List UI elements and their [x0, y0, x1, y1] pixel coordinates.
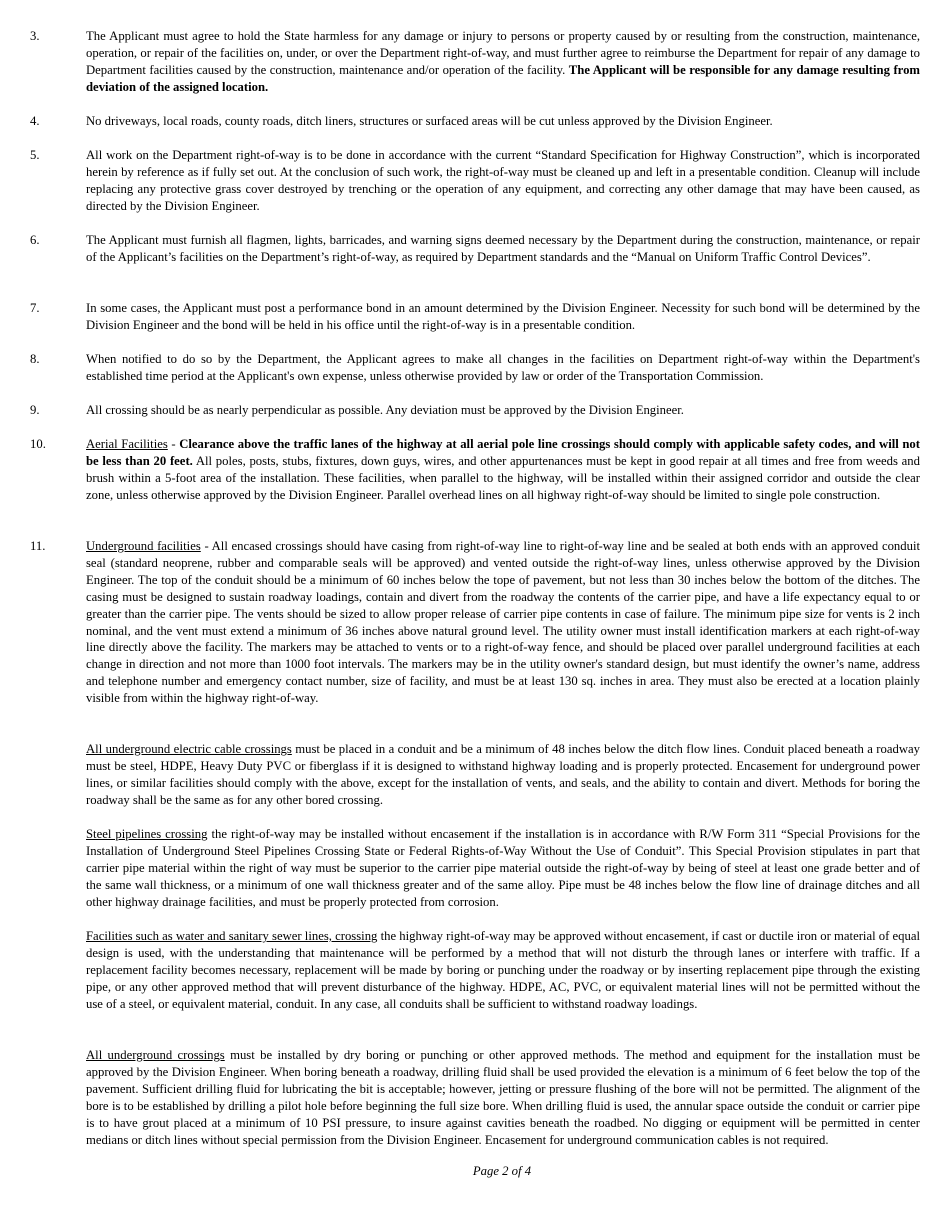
- clause-number: 10.: [30, 437, 46, 451]
- clause-text: When notified to do so by the Department, the Applicant agrees to make all changes in the facilities on Department right-of-way within the Department's established time period at the Applicant's own expense, unless otherwise provided by law or order of the Transportation Commission.: [86, 352, 920, 383]
- clause-number: 3.: [30, 29, 40, 43]
- clause-text: Underground facilities - All encased crossings should have casing from right-of-way line to right-of-way line and be sealed at both ends with an approved conduit seal (standard neoprene, rubber and comparable seals will be approved) and vented outside the right-of-way lines, unless otherwise approved by the Division Engineer. The top of the conduit should be a minimum of 60 inches below the tope of pavement, but not less than 30 inches below the bottom of the ditches. The casing must be designed to sustain roadway loadings, contain and divert from the roadway the contents of the carrier pipe, and have a life expectancy equal to or greater than the carrier pipe. The vents should be sized to allow proper release of carrier pipe contents in case of failure. The minimum pipe size for vents is 2 inch nominal, and the vent must extend a minimum of 36 inches above natural ground level. The utility owner must install identification markers at each right-of-way line directly above the facility. The markers may be attached to vents or to a right-of-way fence, and should be placed over parallel underground facilities at each change in direction and not more than 1000 foot intervals. The markers may be in the utility owner's standard design, but must identify the owner’s name, address and telephone number and emergency contact number, size of facility, and must be at least 130 sq. inches in area. They must also be erected at a location plainly visible from within the highway right-of-way.: [86, 539, 921, 706]
- clause-heading: Aerial Facilities: [86, 437, 168, 451]
- clause-number: 6.: [30, 233, 40, 247]
- paragraph-heading: Steel pipelines crossing: [86, 827, 208, 841]
- clause-bold-text: Clearance above the traffic lanes of the highway at all aerial pole line crossings should comply with applicable safety codes, and will not be less than 20 feet.: [86, 437, 920, 468]
- paragraph-steel-pipelines: Steel pipelines crossing the right-of-way may be installed without encasement if the installation is in accordance with R/W Form 311 “Special Provisions for the Installation of Underground Steel Pipelines Crossing State or Federal Rights-of-Way Without the Use of Conduit”. This Special Provision stipulates in part that carrier pipe material within the right of way must be superior to the carrier pipe material outside the right-of-way by being of steel at least one grade better and of the same wall thickness, or a minimum of one wall thickness greater and of the same alloy. Pipe must be 48 inches below the flow line of drainage ditches and all other highway drainage facilities, and must be properly protected from corrosion.: [86, 827, 920, 909]
- clause-text: In some cases, the Applicant must post a performance bond in an amount determined by the Division Engineer. Necessity for such bond will be determined by the Division Engineer and the bond will be held in his office until the right-of-way is in a presentable condition.: [86, 301, 920, 332]
- clause-heading: Underground facilities: [86, 539, 201, 553]
- clause-text: All crossing should be as nearly perpendicular as possible. Any deviation must be approved by the Division Engineer.: [86, 403, 684, 417]
- page-number-footer: Page 2 of 4: [472, 1164, 532, 1178]
- clause-text: No driveways, local roads, county roads, ditch liners, structures or surfaced areas will be cut unless approved by the Division Engineer.: [86, 114, 773, 128]
- paragraph-heading: All underground crossings: [86, 1048, 225, 1062]
- clause-text: The Applicant must furnish all flagmen, lights, barricades, and warning signs deemed necessary by the Department during the construction, maintenance, or repair of the Applicant’s facilities on the Department’s right-of-way, as required by Department standards and the “Manual on Uniform Traffic Control Devices”.: [86, 233, 920, 264]
- paragraph-heading: Facilities such as water and sanitary sewer lines, crossing: [86, 929, 378, 943]
- clause-number: 4.: [30, 114, 40, 128]
- clause-text: The Applicant must agree to hold the State harmless for any damage or injury to persons or property caused by or resulting from the construction, maintenance, operation, or repair of the facilities on, under, or over the Department right-of-way, and must further agree to reimburse the Department for repair of any damage to Department facilities caused by the construction, maintenance and/or operation of the facility. The Applicant will be responsible for any damage resulting from deviation of the assigned location.: [86, 29, 920, 94]
- clause-number: 11.: [30, 539, 46, 553]
- paragraph-underground-crossings: All underground crossings must be installed by dry boring or punching or other approved methods. The method and equipment for the installation must be approved by the Division Engineer. When boring beneath a roadway, drilling fluid shall be used provided the elevation is a minimum of 6 feet below the top of the pavement. Sufficient drilling fluid for lubricating the bit is acceptable; however, jetting or pressure flushing of the bore will not be permitted. The alignment of the bore is to be established by drilling a pilot hole before beginning the full size bore. When drilling fluid is used, the annular space outside the conduit or carrier pipe is to have grout placed at a minimum of 10 PSI pressure, to insure against cavities beneath the roadbed. No digging or equipment will be permitted in center medians or ditch lines without special permission from the Division Engineer. Encasement for underground communication cables is not required.: [86, 1048, 920, 1147]
- clause-number: 7.: [30, 301, 40, 315]
- clause-text: All work on the Department right-of-way is to be done in accordance with the current “Standard Specification for Highway Construction”, which is incorporated herein by reference as if fully set out. At the conclusion of such work, the right-of-way must be cleaned up and left in a presentable condition. Cleanup will include replacing any protective grass cover destroyed by trenching or the operation of any equipment, and correcting any other damage that may have been caused, as directed by the Division Engineer.: [86, 148, 920, 213]
- clause-number: 8.: [30, 352, 40, 366]
- clause-text: Aerial Facilities - Clearance above the traffic lanes of the highway at all aerial pole line crossings should comply with applicable safety codes, and will not be less than 20 feet. All poles, posts, stubs, fixtures, down guys, wires, and other appurtenances must be kept in good repair at all times and free from weeds and brush within a 5-foot area of the installation. These facilities, when parallel to the highway, will be installed within their assigned corridor and outside the clear zone, unless otherwise approved by the Division Engineer. Parallel overhead lines on all highway right-of-way should be limited to single pole construction.: [86, 437, 920, 502]
- paragraph-heading: All underground electric cable crossings: [86, 742, 292, 756]
- paragraph-electric-cable: All underground electric cable crossings must be placed in a conduit and be a minimum of 48 inches below the ditch flow lines. Conduit placed beneath a roadway must be steel, HDPE, Heavy Duty PVC or fiberglass if it is designed to withstand highway loading and is properly protected. Encasement for underground power lines, or similar facilities should comply with the above, except for the installation of vents, and seals, and the ability to contain and divert. Methods for boring the roadway shall be the same as for any other bored crossing.: [86, 742, 920, 807]
- clause-bold-text: The Applicant will be responsible for any damage resulting from deviation of the assigned location.: [86, 62, 920, 94]
- paragraph-water-sewer: Facilities such as water and sanitary sewer lines, crossing the highway right-of-way may be approved without encasement, if cast or ductile iron or material of equal design is used, with the understanding that maintenance will be performed by a method that will not disturb the through lanes or interfere with traffic. If a replacement facility becomes necessary, replacement will be made by boring or punching under the roadway or by inserting replacement pipe through the existing pipe, or any other approved method that will prevent disturbance of the highway. HDPE, AC, PVC, or equivalent material lines will not be permitted without the use of a steel, or equivalent material, conduit. In any case, all conduits shall be sufficient to withstand roadway loadings.: [86, 929, 920, 1011]
- clause-number: 5.: [30, 148, 40, 162]
- clause-number: 9.: [30, 403, 40, 417]
